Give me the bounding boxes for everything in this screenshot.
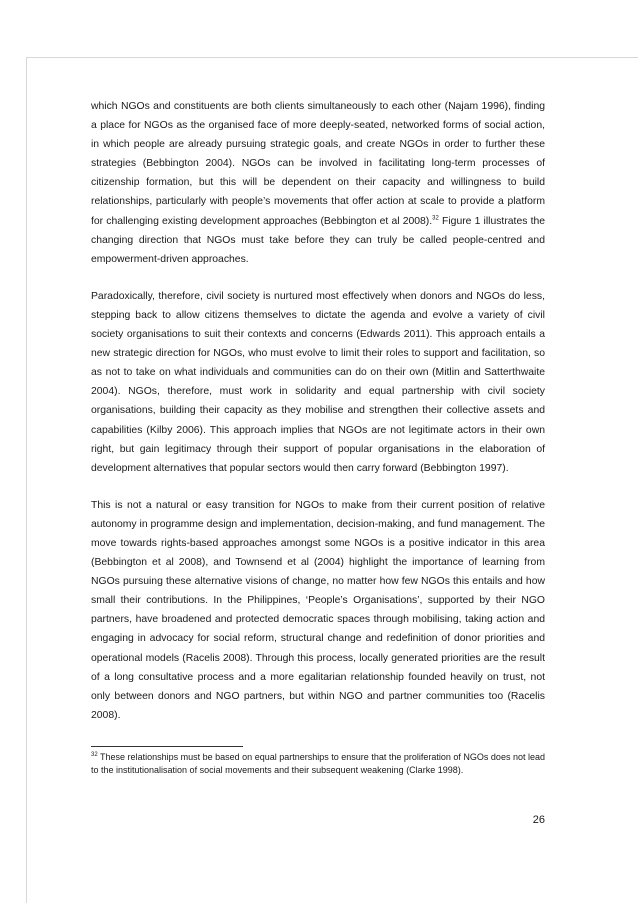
paragraph-1 (91, 97, 545, 269)
footnote-marker: 32 (91, 752, 98, 758)
header-rule (26, 57, 638, 58)
paragraph-2: Paradoxically, therefore, civil society is nurtured most effectively when donors and NGOs do less, stepping back to allow citizens themselves to dictate the agenda and evolve a variety of civil society organisations to suit their contexts and concerns (Edwards 2011). This approach entails a new strategic direction for NGOs, who must evolve to limit their roles to support and facilitation, so as not to take on what individuals and communities can do on their own (Mitlin and Satterthwaite 2004). NGOs, therefore, must work in solidarity and equal partnership with civil society organisations, building their capacity as they mobilise and strengthen their collective assets and capabilities (Kilby 2006). This approach implies that NGOs are not legitimate actors in their own right, but gain legitimacy through their support of popular organisations in the elaboration of development alternatives that popular sectors would then carry forward (Bebbington 1997). (91, 290, 545, 474)
footnote-separator (91, 746, 243, 747)
footnote-text: These relationships must be based on equal partnerships to ensure that the proliferation of NGOs does not lead to the institutionalisation of social movements and their subsequent weakening (Clarke 1998). (91, 752, 545, 775)
page-number: 26 (532, 814, 545, 826)
footnote (91, 751, 545, 776)
paragraph-1-text: which NGOs and constituents are both clients simultaneously to each other (Najam 1996), finding a place for NGOs as the organised face of more deeply-seated, networked forms of social action, in which people are already pursuing strategic goals, and create NGOs in order to further these strategies (Bebbington 2004). NGOs can be involved in facilitating long-term processes of citizenship formation, but this will be dependent on their capacity and willingness to build relationships, particularly with people’s movements that offer action at scale to provide a platform for challenging existing development approaches (Bebbington et al 2008). (91, 101, 545, 227)
body-text (91, 97, 545, 743)
paragraph-3: This is not a natural or easy transition for NGOs to make from their current position of relative autonomy in programme design and implementation, decision-making, and fund management. The move towards rights-based approaches amongst some NGOs is a positive indicator in this area (Bebbington et al 2008), and Townsend et al (2004) highlight the importance of learning from NGOs pursuing these alternative visions of change, no matter how few NGOs this entails and how small their contributions. In the Philippines, ‘People’s Organisations’, supported by their NGO partners, have broadened and protected democratic spaces through mobilising, taking action and engaging in advocacy for social reform, structural change and redefinition of donor priorities and operational models (Racelis 2008). Through this process, locally generated priorities are the result of a long consultative process and a more egalitarian relationship founded heavily on trust, not only between donors and NGO partners, but within NGO and partner communities too (Racelis 2008). (91, 499, 545, 721)
margin-rule (26, 57, 27, 903)
footnote-reference[interactable]: 32 (432, 215, 439, 222)
paragraph-1-text-continued: Figure 1 illustrates the changing direction that NGOs must take before they can truly be called people-centred and empowerment-driven approaches. (91, 215, 546, 265)
